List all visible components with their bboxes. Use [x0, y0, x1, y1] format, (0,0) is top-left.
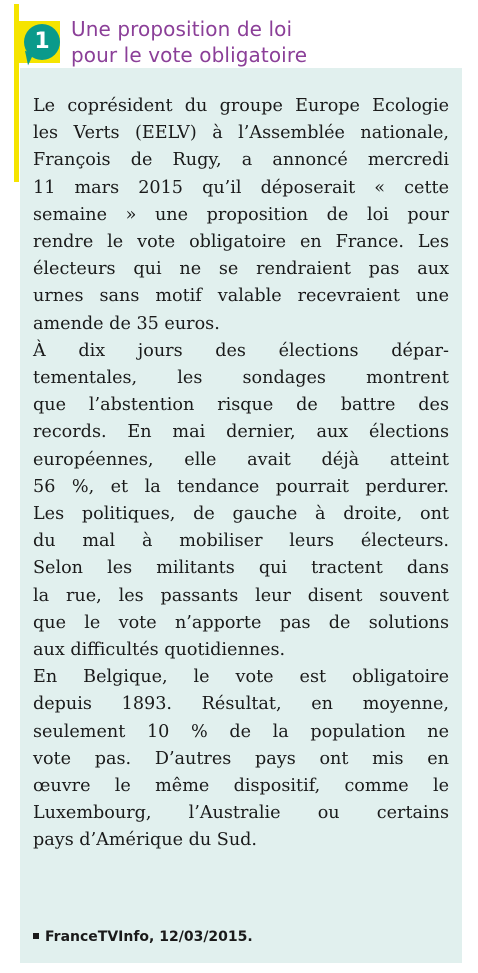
- text-line: records. En mai dernier, aux élections: [33, 422, 449, 443]
- bullet-square-icon: [33, 933, 39, 939]
- text-line: tementales, les sondages montrent: [33, 368, 449, 389]
- text-line: 56 %, et la tendance pourrait perdurer.: [33, 476, 449, 497]
- text-line: vote pas. D’autres pays ont mis en: [33, 748, 449, 769]
- text-line: À dix jours des élections dépar-: [33, 340, 449, 361]
- paragraph: [33, 338, 449, 664]
- text-line: amende de 35 euros.: [33, 313, 220, 334]
- title-line-2: pour le vote obligatoire: [71, 43, 308, 67]
- text-line: seulement 10 % de la population ne: [33, 721, 449, 742]
- text-line: rendre le vote obligatoire en France. Les: [33, 232, 449, 253]
- source-text: FranceTVInfo, 12/03/2015.: [45, 929, 253, 945]
- text-line: Le coprésident du groupe Europe Ecologie: [33, 96, 449, 116]
- text-line: électeurs qui ne se rendraient pas aux: [33, 259, 449, 280]
- document-number-badge: 1: [24, 24, 60, 60]
- text-line: Selon les militants qui tractent dans: [33, 558, 449, 579]
- text-line: que l’abstention risque de battre des: [33, 395, 449, 416]
- text-line: que le vote n’apporte pas de solutions: [33, 612, 449, 633]
- text-line: urnes sans motif valable recevraient une: [33, 286, 449, 307]
- text-line: la rue, les passants leur disent souvent: [33, 585, 449, 606]
- source-citation: [33, 928, 253, 946]
- text-line: depuis 1893. Résultat, en moyenne,: [33, 694, 449, 715]
- text-line: les Verts (EELV) à l’Assemblée nationale,: [33, 123, 449, 144]
- title-line-1: Une proposition de loi: [71, 17, 293, 41]
- text-line: du mal à mobiliser leurs électeurs.: [33, 531, 449, 552]
- text-line: En Belgique, le vote est obligatoire: [33, 667, 449, 688]
- paragraph: [33, 93, 449, 338]
- text-line: œuvre le même dispositif, comme le: [33, 776, 449, 797]
- text-line: 11 mars 2015 qu’il déposerait « cette: [33, 177, 449, 198]
- text-line: aux difficultés quotidiennes.: [33, 640, 286, 661]
- paragraph: [33, 664, 449, 854]
- text-line: européennes, elle avait déjà atteint: [33, 449, 449, 470]
- document-title: [71, 16, 451, 68]
- text-line: Les politiques, de gauche à droite, ont: [33, 504, 449, 525]
- text-line: semaine » une proposition de loi pour: [33, 204, 449, 225]
- text-line: pays d’Amérique du Sud.: [33, 830, 258, 851]
- text-line: François de Rugy, a annoncé mercredi: [33, 150, 449, 171]
- article-body: [33, 93, 449, 855]
- text-line: Luxembourg, l’Australie ou certains: [33, 803, 449, 824]
